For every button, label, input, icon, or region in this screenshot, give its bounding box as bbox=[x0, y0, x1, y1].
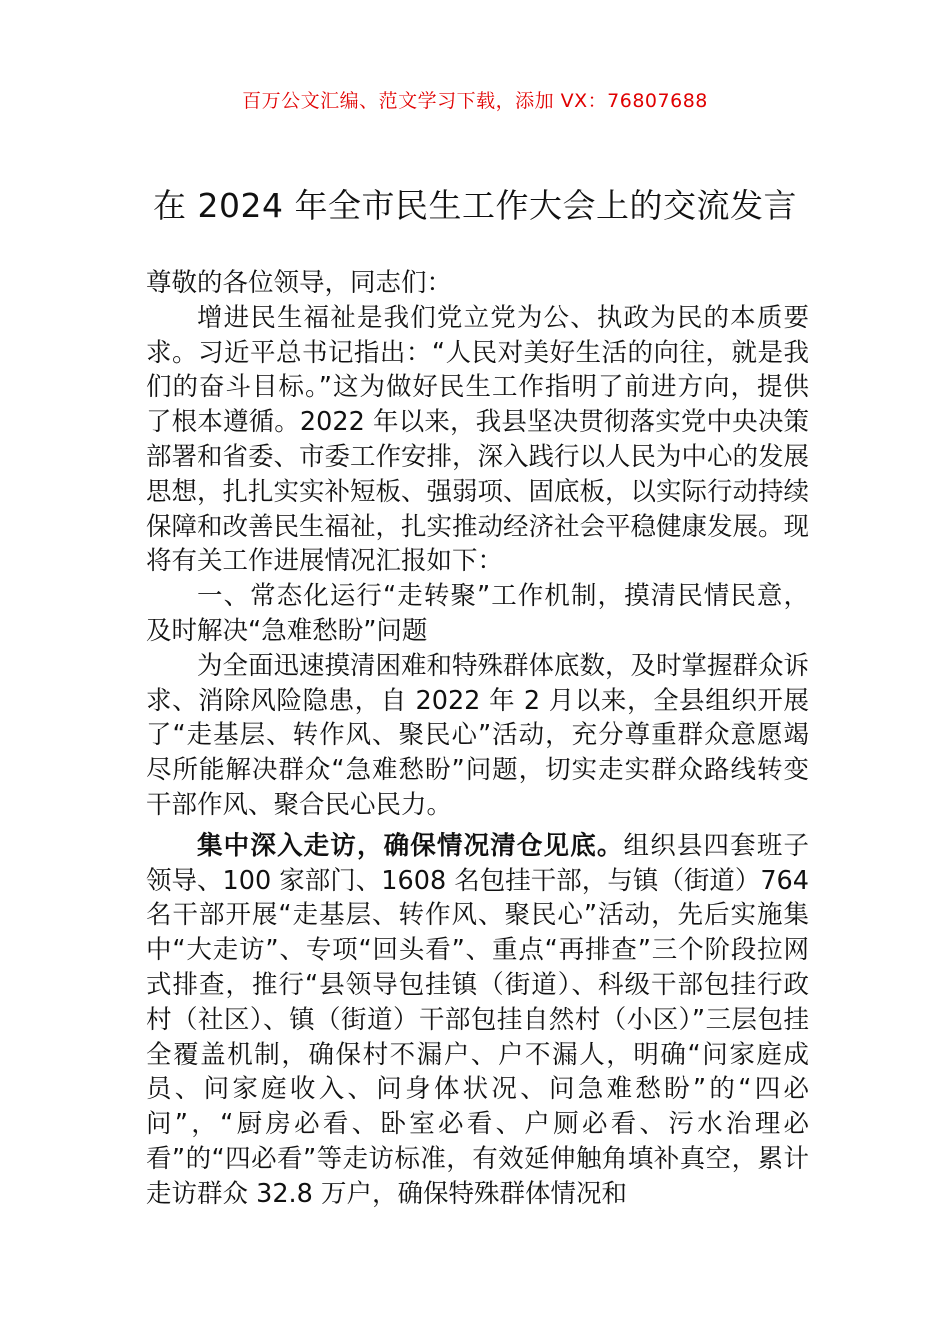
section-1-paragraph-1: 为全面迅速摸清困难和特殊群体底数，及时掌握群众诉求、消除风险隐患，自 2022 年 2 月以来，全县组织开展了“走基层、转作风、聚民心”活动，充分尊重群众意愿竭尽所能解决群众“急难愁盼”问题，切实走实群众路线转变干部作风、聚合民心民力。 bbox=[146, 650, 810, 820]
section-1-paragraph-2 bbox=[146, 829, 809, 1212]
section-1-heading: 一、常态化运行“走转聚”工作机制，摸清民情民意，及时解决“急难愁盼”问题 bbox=[146, 581, 809, 646]
salutation: 尊敬的各位领导，同志们： bbox=[146, 268, 453, 298]
paragraph-2-body: 组织县四套班子领导、100 家部门、1608 名包挂干部，与镇（街道）764 名干部开展“走基层、转作风、聚民心”活动，先后实施集中“大走访”、专项“回头看”、重点“再排查”三个阶段拉网式排查，推行“县领导包挂镇（街道）、科级干部包挂行政村（社区）、镇（街道）干部包挂自然村（小区）”三层包挂全覆盖机制，确保村不漏户、户不漏人，明确“问家庭成员、问家庭收入、问身体状况、问急难愁盼”的“四必问”，“厨房必看、卧室必看、户厕必看、污水治理必看”的“四必看”等走访标准，有效延伸触角填补真空，累计走访群众 32.8 万户，确保特殊群体情况和 bbox=[146, 830, 809, 1209]
document-body bbox=[146, 266, 809, 1212]
paragraph-2-lead-sentence: 集中深入走访，确保情况清仓见底。 bbox=[197, 830, 624, 861]
header-promo-note: 百万公文汇编、范文学习下载，添加 VX：76807688 bbox=[242, 90, 708, 112]
intro-paragraph: 增进民生福祉是我们党立党为公、执政为民的本质要求。习近平总书记指出：“人民对美好生活的向往，就是我们的奋斗目标。”这为做好民生工作指明了前进方向，提供了根本遵循。2022 年以来，我县坚决贯彻落实党中央决策部署和省委、市委工作安排，深入践行以人民为中心的发展思想，扎扎实实补短板、强弱项、固底板，以实际行动持续保障和改善民生福祉，扎实推动经济社会平稳健康发展。现将有关工作进展情况汇报如下： bbox=[146, 302, 810, 577]
document-title: 在 2024 年全市民生工作大会上的交流发言 bbox=[153, 186, 797, 225]
